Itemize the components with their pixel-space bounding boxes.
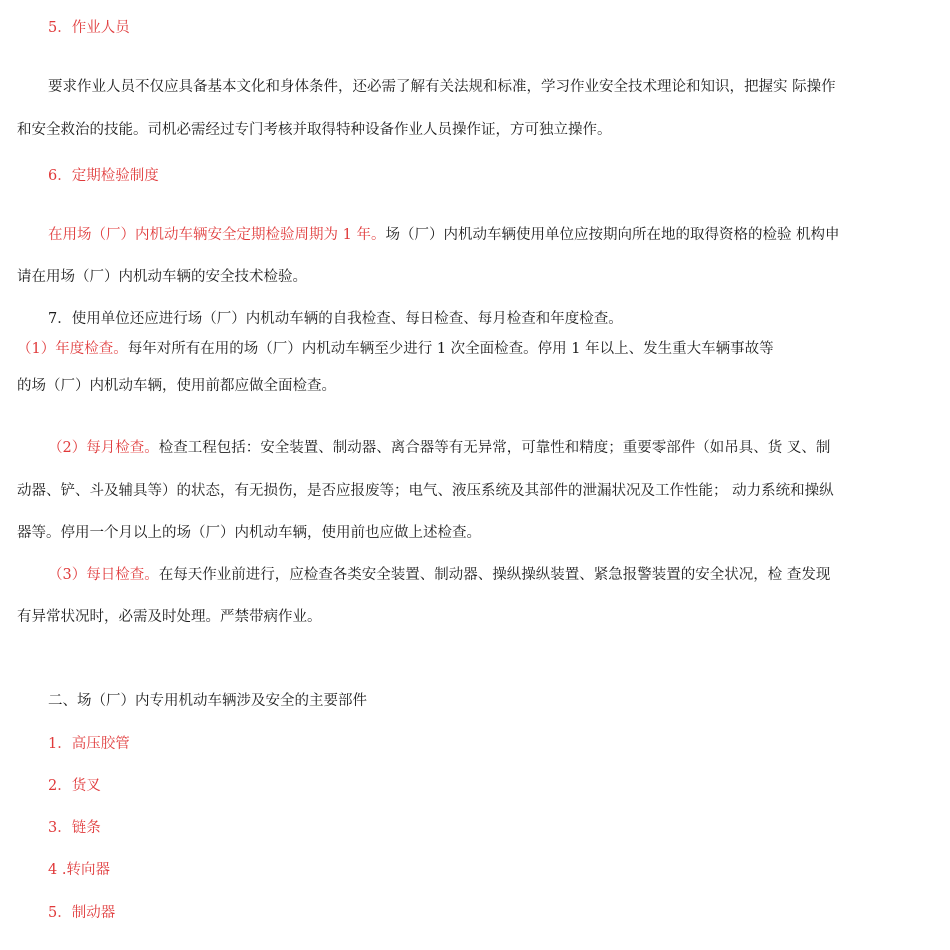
- part-item-steering-gear: 4 .转向器: [48, 862, 110, 878]
- section-5-paragraph-line-2: 和安全救治的技能。司机必需经过专门考核并取得特种设备作业人员操作证，方可独立操作。: [17, 122, 612, 138]
- part-item-chain: 3．链条: [48, 820, 101, 836]
- monthly-inspection-line-1: [48, 438, 830, 458]
- part-item-brake: 5．制动器: [48, 905, 116, 921]
- section-6-paragraph-line-1: [48, 225, 840, 245]
- monthly-inspection-label: （2）每月检查。: [48, 440, 159, 456]
- daily-inspection-label: （3）每日检查。: [48, 567, 159, 583]
- daily-inspection-line-1: [48, 565, 830, 585]
- section-5-heading: 5．作业人员: [48, 20, 130, 36]
- annual-inspection-line-2: 的场（厂）内机动车辆，使用前都应做全面检查。: [17, 378, 336, 394]
- daily-inspection-line-2: 有异常状况时，必需及时处理。严禁带病作业。: [17, 609, 322, 625]
- section-7-heading: 7．使用单位还应进行场（厂）内机动车辆的自我检查、每日检查、每月检查和年度检查。: [48, 311, 623, 327]
- monthly-inspection-line-3: 器等。停用一个月以上的场（厂）内机动车辆，使用前也应做上述检查。: [17, 525, 481, 541]
- annual-inspection-text-1: 每年对所有在用的场（厂）内机动车辆至少进行 1 次全面检查。停用 1 年以上、发生重大车辆事故等: [127, 341, 774, 357]
- part-item-fork: 2．货叉: [48, 778, 101, 794]
- monthly-inspection-line-2: 动器、铲、斗及辅具等）的状态，有无损伤，是否应报废等；电气、液压系统及其部件的泄漏状况及工作性能； 动力系统和操纵: [17, 483, 834, 499]
- section-6-heading: 6．定期检验制度: [48, 168, 159, 184]
- inspection-period-highlight: 在用场（厂）内机动车辆安全定期检验周期为 1 年。: [48, 227, 386, 243]
- section-5-paragraph-line-1: [48, 77, 936, 97]
- section-6-paragraph-line-2: 请在用场（厂）内机动车辆的安全技术检验。: [17, 269, 307, 285]
- annual-inspection-line-1: [17, 339, 774, 359]
- section-6-text-rest: 场（厂）内机动车辆使用单位应按期向所在地的取得资格的检验 机构申: [385, 227, 840, 243]
- monthly-inspection-text-1: 检查工程包括：安全装置、制动器、离合器等有无异常，可靠性和精度；重要零部件（如吊具、货 叉、制: [158, 440, 831, 456]
- part-item-high-pressure-hose: 1．高压胶管: [48, 736, 130, 752]
- daily-inspection-text-1: 在每天作业前进行，应检查各类安全装置、制动器、操纵操纵装置、紧急报警装置的安全状况，检 查发现: [158, 567, 831, 583]
- part-2-heading: 二、场（厂）内专用机动车辆涉及安全的主要部件: [48, 693, 367, 709]
- section-5-text-1: 要求作业人员不仅应具备基本文化和身体条件，还必需了解有关法规和标准，学习作业安全技术理论和知识，把握实 际操作: [48, 79, 836, 95]
- annual-inspection-label: （1）年度检查。: [17, 341, 128, 357]
